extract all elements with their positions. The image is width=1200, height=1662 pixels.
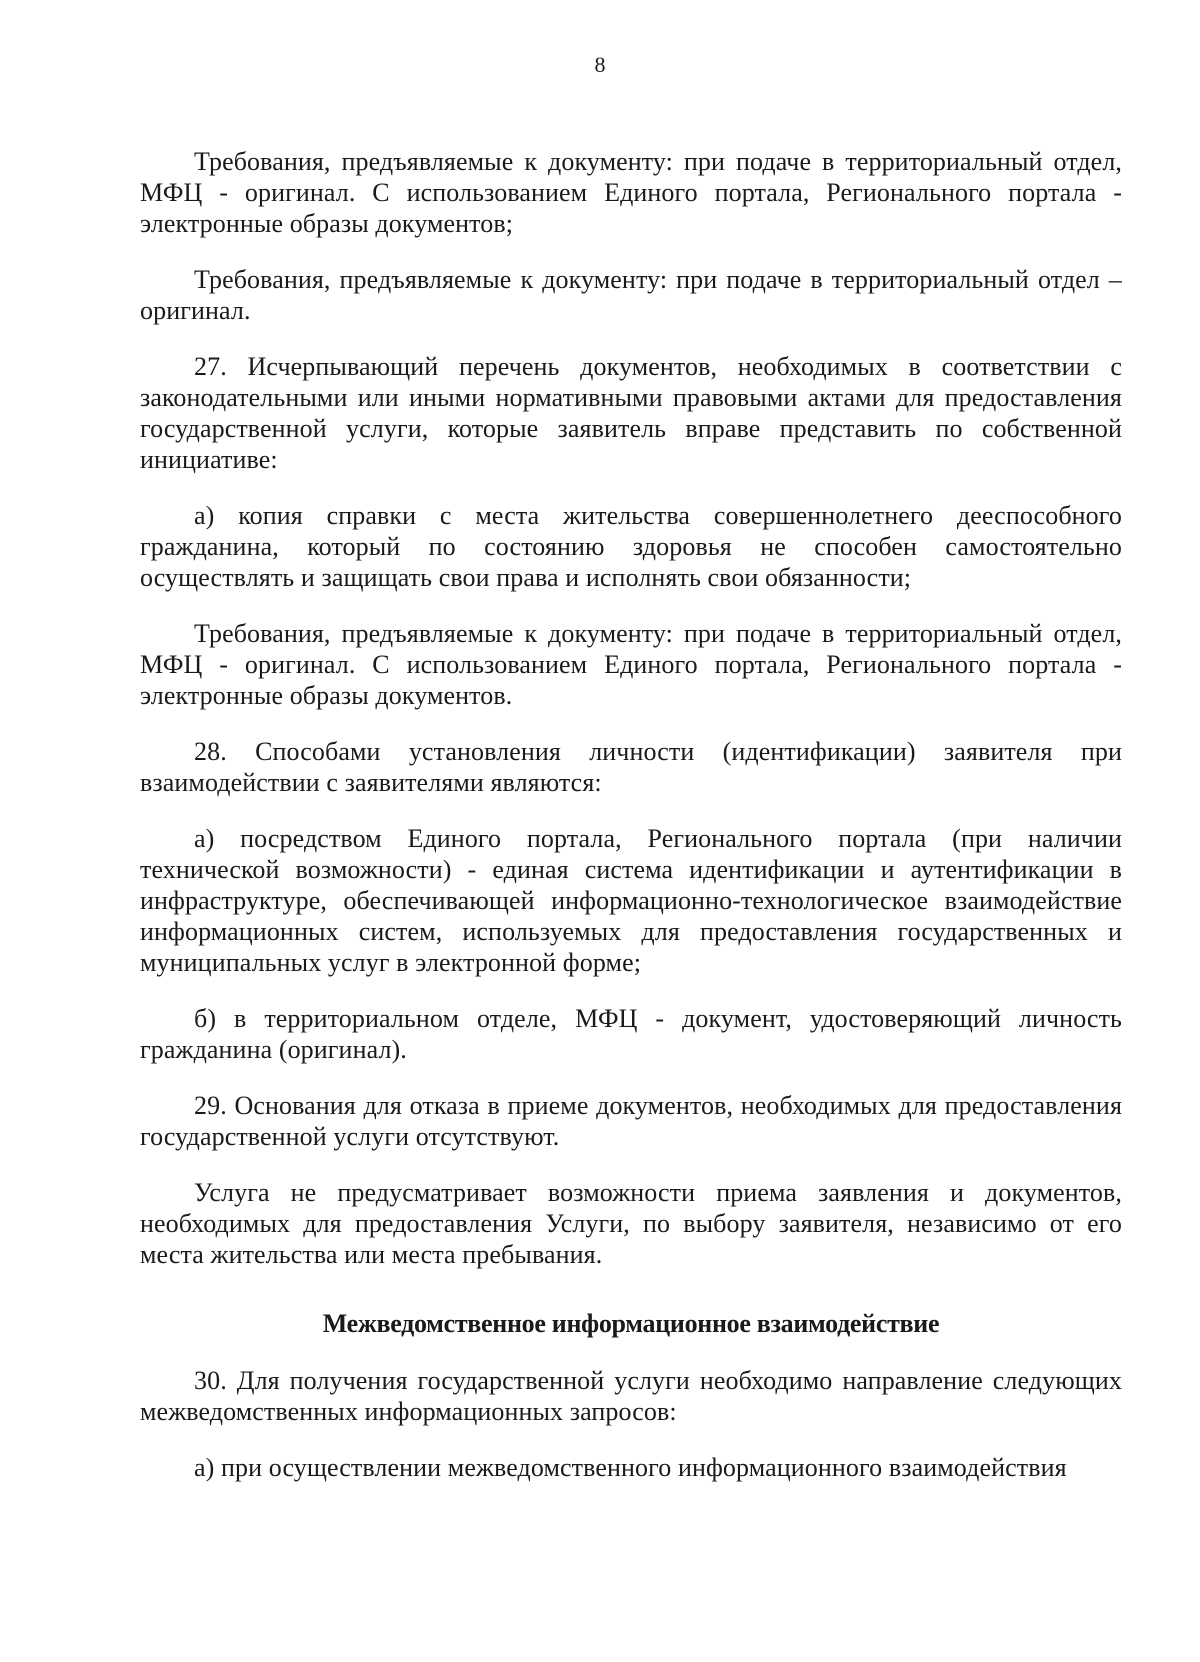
- paragraph-subitem-b: б) в территориальном отделе, МФЦ - документ, удостоверяющий личность гражданина (оригинал).: [140, 1004, 1122, 1064]
- page-number: 8: [594, 52, 606, 77]
- section-heading: Межведомственное информационное взаимодействие: [322, 1309, 940, 1338]
- paragraph: Требования, предъявляемые к документу: при подаче в территориальный отдел – оригинал.: [140, 265, 1122, 325]
- paragraph-item-28: 28. Способами установления личности (идентификации) заявителя при взаимодействии с заявителями являются:: [140, 737, 1122, 797]
- paragraph: Требования, предъявляемые к документу: при подаче в территориальный отдел, МФЦ - оригинал. С использованием Единого портала, Регионального портала - электронные образы документов.: [140, 619, 1122, 710]
- paragraph-item-29: 29. Основания для отказа в приеме документов, необходимых для предоставления государственной услуги отсутствуют.: [140, 1091, 1122, 1151]
- paragraph: Требования, предъявляемые к документу: при подаче в территориальный отдел, МФЦ - оригинал. С использованием Единого портала, Регионального портала - электронные образы документов;: [140, 147, 1122, 238]
- document-body: [140, 146, 1122, 1508]
- paragraph-subitem-a: а) копия справки с места жительства совершеннолетнего дееспособного гражданина, который по состоянию здоровья не способен самостоятельно осуществлять и защищать свои права и исполнять свои обязанности;: [140, 501, 1122, 592]
- paragraph-item-30: 30. Для получения государственной услуги необходимо направление следующих межведомственных информационных запросов:: [140, 1366, 1122, 1426]
- paragraph-item-27: 27. Исчерпывающий перечень документов, необходимых в соответствии с законодательными или иными нормативными правовыми актами для предоставления государственной услуги, которые заявитель вправе представить по собственной инициативе:: [140, 352, 1122, 474]
- paragraph-subitem-a: а) при осуществлении межведомственного информационного взаимодействия: [194, 1453, 1067, 1482]
- paragraph: Услуга не предусматривает возможности приема заявления и документов, необходимых для предоставления Услуги, по выбору заявителя, независимо от его места жительства или места пребывания.: [140, 1178, 1122, 1269]
- paragraph-subitem-a: а) посредством Единого портала, Регионального портала (при наличии технической возможности) - единая система идентификации и аутентификации в инфраструктуре, обеспечивающей информационно-технологическое взаимодействие информационных систем, используемых для предоставления государственных и муниципальных услуг в электронной форме;: [140, 824, 1122, 977]
